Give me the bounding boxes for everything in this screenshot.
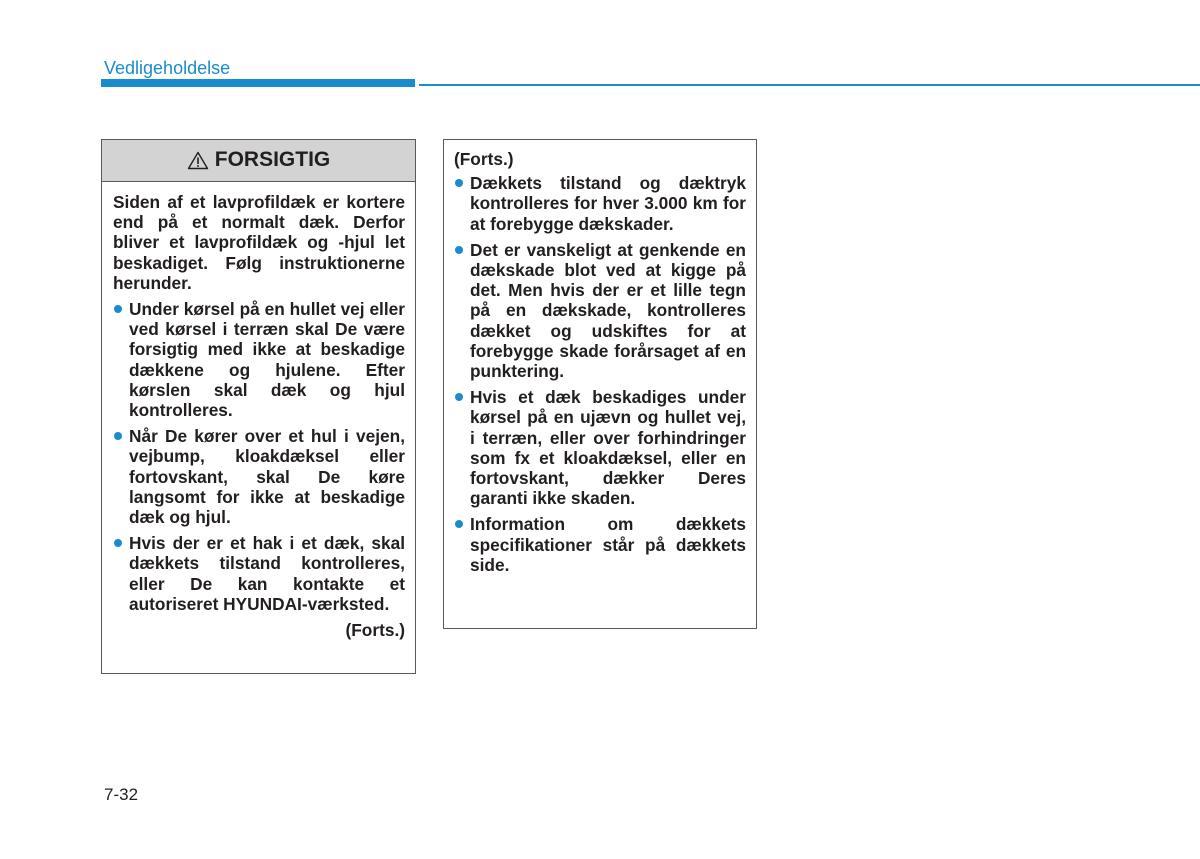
bullet-dot-icon xyxy=(455,246,463,254)
bullet-dot-icon xyxy=(114,305,122,313)
caution-body xyxy=(102,182,415,640)
bullet-text: Når De kører over et hul i vejen, vejbump, kloakdæksel eller fortovskant, skal De køre langsomt for ikke at beskadige dæk og hjul. xyxy=(129,426,405,528)
bullet-dot-icon xyxy=(455,393,463,401)
bullet-text: Hvis der er et hak i et dæk, skal dækkets tilstand kontrolleres, eller De kan kontakte et autoriseret HYUNDAI-værksted. xyxy=(129,533,405,614)
list-item xyxy=(113,426,405,527)
header-rule-thin xyxy=(419,84,1200,86)
caution-intro: Siden af et lavprofildæk er kortere end på et normalt dæk. Derfor bliver et lavprofildæk og -hjul let beskadiget. Følg instruktionerne herunder. xyxy=(113,192,405,293)
caution-box xyxy=(101,139,416,674)
continued-body xyxy=(444,140,756,575)
list-item xyxy=(113,299,405,420)
list-item xyxy=(113,533,405,614)
bullet-dot-icon xyxy=(114,539,122,547)
bullet-text: Dækkets tilstand og dæktryk kontrolleres for hver 3.000 km for at forebygge dækskader. xyxy=(470,173,746,234)
caution-header xyxy=(102,140,415,182)
bullet-dot-icon xyxy=(455,179,463,187)
list-item xyxy=(454,240,746,381)
bullet-text: Under kørsel på en hullet vej eller ved kørsel i terræn skal De være forsigtig med ikke at beskadige dækkene og hjulene. Efter kørslen skal dæk og hjul kontrolleres. xyxy=(129,299,405,421)
caution-heading: FORSIGTIG xyxy=(214,148,331,172)
page-number: 7-32 xyxy=(104,785,139,804)
list-item xyxy=(454,387,746,508)
bullet-text: Hvis et dæk beskadiges under kørsel på en ujævn og hullet vej, i terræn, eller over forhindringer som fx et kloakdæksel, eller en fortovskant, dækker Deres garanti ikke skaden. xyxy=(470,387,746,509)
caution-bullet-list xyxy=(113,299,405,614)
header-rule-thick xyxy=(101,79,415,87)
list-item xyxy=(454,514,746,575)
continued-label: (Forts.) xyxy=(454,149,514,169)
continued-box xyxy=(443,139,757,629)
bullet-text: Det er vanskeligt at genkende en dækskade blot ved at kigge på det. Men hvis der er et lille tegn på en dækskade, kontrolleres dækket og udskiftes for at forebygge skade forårsaget af en punktering. xyxy=(470,239,746,382)
list-item xyxy=(454,173,746,234)
bullet-dot-icon xyxy=(114,432,122,440)
bullet-text: Information om dækkets specifikationer står på dækkets side. xyxy=(470,514,746,575)
continued-bullet-list xyxy=(454,173,746,575)
section-title: Vedligeholdelse xyxy=(104,58,231,78)
bullet-dot-icon xyxy=(455,520,463,528)
continued-label: (Forts.) xyxy=(345,620,405,641)
warning-triangle-icon xyxy=(187,151,209,170)
